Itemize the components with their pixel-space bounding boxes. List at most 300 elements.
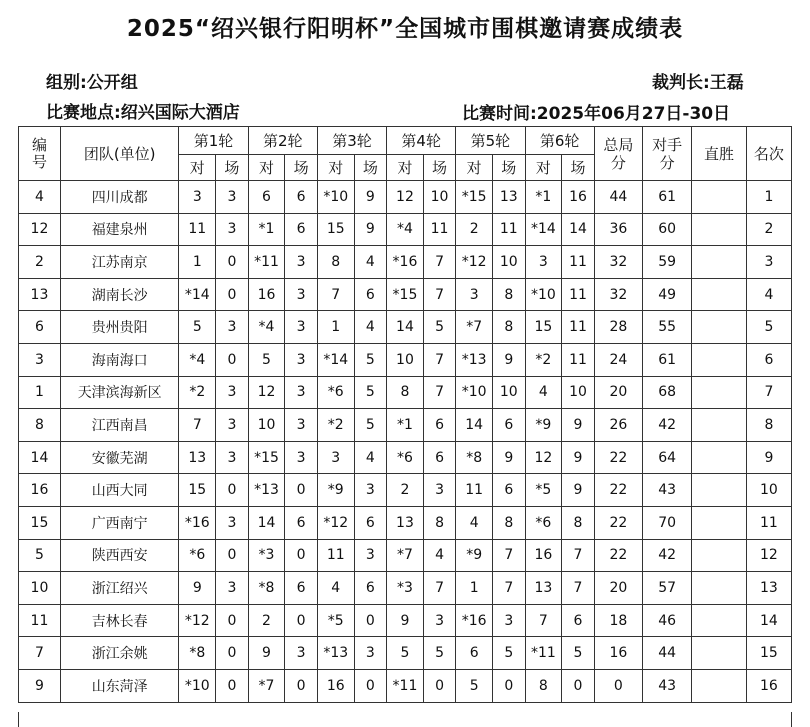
cell-round-3-points: 9: [354, 213, 387, 246]
cell-round-1-opponent: *12: [179, 604, 216, 637]
cell-opponent-score: 61: [642, 343, 691, 376]
cell-round-3-points: 3: [354, 539, 387, 572]
cell-number: 5: [19, 539, 61, 572]
cell-total-score: 28: [594, 311, 642, 344]
cell-round-2-points: 0: [285, 474, 318, 507]
cell-round-3-points: 6: [354, 572, 387, 605]
cell-opponent-score: 42: [642, 409, 691, 442]
cell-round-5-opponent: 5: [456, 669, 493, 702]
header-round-1-opponent: 对: [179, 155, 216, 181]
cell-round-1-opponent: *2: [179, 376, 216, 409]
cell-round-5-points: 7: [493, 539, 526, 572]
cell-round-5-opponent: *8: [456, 441, 493, 474]
cell-round-4-points: 7: [423, 572, 456, 605]
cell-number: 7: [19, 637, 61, 670]
cell-round-3-opponent: 1: [317, 311, 354, 344]
cell-round-2-opponent: *11: [248, 246, 285, 279]
header-round-3-points: 场: [354, 155, 387, 181]
cell-number: 16: [19, 474, 61, 507]
table-row: [19, 669, 792, 702]
cell-number: 14: [19, 441, 61, 474]
header-round-5-points: 场: [493, 155, 526, 181]
table-row: [19, 604, 792, 637]
table-row: [19, 637, 792, 670]
cell-number: 10: [19, 572, 61, 605]
cell-round-2-points: 0: [285, 539, 318, 572]
cell-round-5-opponent: 4: [456, 506, 493, 539]
cell-round-6-opponent: *1: [525, 181, 562, 214]
cell-total-score: 0: [594, 669, 642, 702]
cell-number: 15: [19, 506, 61, 539]
cell-opponent-score: 46: [642, 604, 691, 637]
cell-round-1-points: 0: [216, 669, 249, 702]
cell-round-4-points: 7: [423, 246, 456, 279]
cell-round-2-opponent: *1: [248, 213, 285, 246]
table-row: [19, 572, 792, 605]
cell-round-6-points: 8: [562, 506, 595, 539]
cell-round-4-points: 5: [423, 637, 456, 670]
cell-team: 安徽芜湖: [60, 441, 179, 474]
table-row: [19, 278, 792, 311]
table-row: [19, 246, 792, 279]
cell-round-3-opponent: 4: [317, 572, 354, 605]
cell-direct-win: [692, 246, 747, 279]
table-row: [19, 311, 792, 344]
cell-direct-win: [692, 539, 747, 572]
cell-round-4-points: 8: [423, 506, 456, 539]
cell-round-1-points: 0: [216, 637, 249, 670]
cell-round-1-points: 3: [216, 572, 249, 605]
cell-round-5-points: 5: [493, 637, 526, 670]
cell-number: 13: [19, 278, 61, 311]
header-round-4-points: 场: [423, 155, 456, 181]
table-footer-border: [18, 712, 792, 727]
table-row: [19, 181, 792, 214]
cell-round-1-opponent: 15: [179, 474, 216, 507]
header-round-2-points: 场: [285, 155, 318, 181]
header-round-4: 第4轮: [387, 127, 456, 155]
cell-round-6-opponent: *11: [525, 637, 562, 670]
header-round-1-points: 场: [216, 155, 249, 181]
cell-round-6-points: 5: [562, 637, 595, 670]
cell-round-6-opponent: *10: [525, 278, 562, 311]
cell-opponent-score: 43: [642, 474, 691, 507]
cell-round-2-points: 0: [285, 604, 318, 637]
cell-round-4-opponent: 14: [387, 311, 424, 344]
cell-round-6-points: 7: [562, 539, 595, 572]
cell-round-3-opponent: 3: [317, 441, 354, 474]
cell-number: 3: [19, 343, 61, 376]
cell-round-2-points: 3: [285, 246, 318, 279]
header-team: 团队(单位): [60, 127, 179, 181]
cell-round-3-opponent: 7: [317, 278, 354, 311]
cell-rank: 11: [746, 506, 791, 539]
cell-round-4-points: 3: [423, 604, 456, 637]
cell-round-5-opponent: 2: [456, 213, 493, 246]
cell-round-4-points: 6: [423, 441, 456, 474]
cell-total-score: 32: [594, 278, 642, 311]
cell-round-4-points: 11: [423, 213, 456, 246]
table-row: [19, 409, 792, 442]
cell-direct-win: [692, 669, 747, 702]
cell-opponent-score: 70: [642, 506, 691, 539]
cell-team: 山东菏泽: [60, 669, 179, 702]
cell-round-6-points: 11: [562, 246, 595, 279]
cell-round-5-opponent: *16: [456, 604, 493, 637]
cell-round-1-points: 0: [216, 474, 249, 507]
cell-round-5-opponent: *10: [456, 376, 493, 409]
cell-team: 四川成都: [60, 181, 179, 214]
cell-round-6-opponent: 15: [525, 311, 562, 344]
cell-rank: 14: [746, 604, 791, 637]
cell-rank: 16: [746, 669, 791, 702]
cell-round-6-points: 9: [562, 409, 595, 442]
cell-number: 6: [19, 311, 61, 344]
cell-round-3-opponent: *9: [317, 474, 354, 507]
cell-direct-win: [692, 409, 747, 442]
cell-round-1-opponent: 13: [179, 441, 216, 474]
cell-round-2-opponent: *13: [248, 474, 285, 507]
cell-round-3-points: 5: [354, 343, 387, 376]
cell-round-4-opponent: *6: [387, 441, 424, 474]
cell-round-2-points: 3: [285, 637, 318, 670]
header-round-5: 第5轮: [456, 127, 525, 155]
cell-round-2-opponent: *15: [248, 441, 285, 474]
cell-number: 1: [19, 376, 61, 409]
cell-round-3-opponent: *10: [317, 181, 354, 214]
cell-round-4-opponent: *1: [387, 409, 424, 442]
cell-round-6-opponent: 7: [525, 604, 562, 637]
table-row: [19, 441, 792, 474]
cell-round-4-points: 5: [423, 311, 456, 344]
cell-round-2-points: 3: [285, 409, 318, 442]
header-round-3-opponent: 对: [317, 155, 354, 181]
cell-rank: 8: [746, 409, 791, 442]
cell-round-4-opponent: 13: [387, 506, 424, 539]
cell-round-5-points: 6: [493, 474, 526, 507]
cell-round-4-opponent: 9: [387, 604, 424, 637]
cell-round-3-opponent: 11: [317, 539, 354, 572]
cell-opponent-score: 57: [642, 572, 691, 605]
cell-direct-win: [692, 311, 747, 344]
cell-team: 浙江绍兴: [60, 572, 179, 605]
cell-round-3-opponent: *12: [317, 506, 354, 539]
cell-round-4-opponent: *11: [387, 669, 424, 702]
cell-round-6-points: 11: [562, 311, 595, 344]
cell-round-3-opponent: *13: [317, 637, 354, 670]
cell-round-4-opponent: *3: [387, 572, 424, 605]
cell-round-6-opponent: *5: [525, 474, 562, 507]
results-table: [18, 126, 792, 703]
cell-total-score: 26: [594, 409, 642, 442]
cell-round-1-opponent: 7: [179, 409, 216, 442]
cell-round-2-opponent: 16: [248, 278, 285, 311]
cell-round-1-opponent: *10: [179, 669, 216, 702]
header-total-score: 总局 分: [594, 127, 642, 181]
cell-round-5-points: 10: [493, 376, 526, 409]
venue-label: 比赛地点:绍兴国际大酒店: [46, 103, 240, 123]
cell-direct-win: [692, 506, 747, 539]
cell-round-2-opponent: 9: [248, 637, 285, 670]
cell-team: 海南海口: [60, 343, 179, 376]
cell-round-2-points: 6: [285, 506, 318, 539]
table-row: [19, 506, 792, 539]
cell-team: 浙江余姚: [60, 637, 179, 670]
cell-team: 吉林长春: [60, 604, 179, 637]
cell-rank: 4: [746, 278, 791, 311]
cell-round-5-opponent: *7: [456, 311, 493, 344]
cell-round-2-opponent: *4: [248, 311, 285, 344]
cell-rank: 12: [746, 539, 791, 572]
cell-team: 山西大同: [60, 474, 179, 507]
cell-round-4-points: 7: [423, 278, 456, 311]
cell-team: 陕西西安: [60, 539, 179, 572]
cell-round-3-points: 3: [354, 474, 387, 507]
cell-round-1-points: 3: [216, 506, 249, 539]
page-title: 2025“绍兴银行阳明杯”全国城市围棋邀请赛成绩表: [126, 16, 684, 42]
cell-round-5-points: 9: [493, 343, 526, 376]
cell-round-6-points: 9: [562, 441, 595, 474]
cell-direct-win: [692, 474, 747, 507]
cell-round-1-opponent: 5: [179, 311, 216, 344]
cell-round-2-opponent: 6: [248, 181, 285, 214]
cell-round-1-opponent: *6: [179, 539, 216, 572]
cell-round-5-opponent: 6: [456, 637, 493, 670]
cell-round-3-points: 3: [354, 637, 387, 670]
cell-round-6-opponent: *2: [525, 343, 562, 376]
cell-round-6-opponent: 12: [525, 441, 562, 474]
cell-team: 广西南宁: [60, 506, 179, 539]
cell-total-score: 44: [594, 181, 642, 214]
cell-round-6-points: 11: [562, 343, 595, 376]
cell-round-3-points: 5: [354, 376, 387, 409]
cell-round-5-opponent: *15: [456, 181, 493, 214]
cell-round-6-points: 7: [562, 572, 595, 605]
cell-round-2-opponent: 14: [248, 506, 285, 539]
cell-round-5-opponent: 14: [456, 409, 493, 442]
cell-round-6-points: 6: [562, 604, 595, 637]
cell-round-5-opponent: 1: [456, 572, 493, 605]
cell-round-6-points: 0: [562, 669, 595, 702]
cell-round-4-opponent: 10: [387, 343, 424, 376]
cell-opponent-score: 59: [642, 246, 691, 279]
referee-label: 裁判长:王磊: [652, 73, 744, 93]
cell-round-4-opponent: 8: [387, 376, 424, 409]
cell-total-score: 24: [594, 343, 642, 376]
cell-round-6-opponent: 4: [525, 376, 562, 409]
cell-direct-win: [692, 376, 747, 409]
header-opponent-score: 对手 分: [642, 127, 691, 181]
cell-round-2-points: 3: [285, 343, 318, 376]
table-row: [19, 474, 792, 507]
cell-round-6-opponent: *14: [525, 213, 562, 246]
cell-round-4-opponent: 5: [387, 637, 424, 670]
cell-total-score: 32: [594, 246, 642, 279]
cell-number: 2: [19, 246, 61, 279]
cell-round-4-opponent: *7: [387, 539, 424, 572]
header-round-6: 第6轮: [525, 127, 594, 155]
cell-round-2-points: 3: [285, 278, 318, 311]
cell-round-2-points: 6: [285, 181, 318, 214]
cell-round-1-points: 0: [216, 343, 249, 376]
cell-round-5-opponent: *12: [456, 246, 493, 279]
cell-round-3-opponent: 8: [317, 246, 354, 279]
cell-round-5-points: 9: [493, 441, 526, 474]
cell-round-3-opponent: *2: [317, 409, 354, 442]
cell-round-3-opponent: 16: [317, 669, 354, 702]
cell-round-5-points: 7: [493, 572, 526, 605]
table-row: [19, 213, 792, 246]
cell-round-6-opponent: *9: [525, 409, 562, 442]
cell-round-6-points: 10: [562, 376, 595, 409]
cell-round-2-opponent: 2: [248, 604, 285, 637]
cell-direct-win: [692, 213, 747, 246]
cell-direct-win: [692, 572, 747, 605]
cell-number: 9: [19, 669, 61, 702]
cell-round-1-opponent: 1: [179, 246, 216, 279]
cell-round-1-points: 0: [216, 278, 249, 311]
cell-round-5-opponent: 11: [456, 474, 493, 507]
cell-round-2-opponent: *8: [248, 572, 285, 605]
cell-round-2-points: 6: [285, 213, 318, 246]
cell-rank: 13: [746, 572, 791, 605]
cell-round-5-opponent: *13: [456, 343, 493, 376]
cell-round-1-points: 3: [216, 376, 249, 409]
cell-round-1-points: 0: [216, 604, 249, 637]
cell-round-2-points: 3: [285, 376, 318, 409]
cell-round-4-opponent: 12: [387, 181, 424, 214]
cell-round-2-points: 6: [285, 572, 318, 605]
cell-round-4-points: 10: [423, 181, 456, 214]
cell-round-4-opponent: *15: [387, 278, 424, 311]
header-round-5-opponent: 对: [456, 155, 493, 181]
cell-round-5-points: 0: [493, 669, 526, 702]
cell-total-score: 36: [594, 213, 642, 246]
header-rank: 名次: [746, 127, 791, 181]
header-round-2: 第2轮: [248, 127, 317, 155]
cell-round-6-points: 14: [562, 213, 595, 246]
cell-round-1-points: 0: [216, 246, 249, 279]
cell-direct-win: [692, 278, 747, 311]
cell-rank: 3: [746, 246, 791, 279]
cell-round-3-points: 6: [354, 506, 387, 539]
cell-round-1-points: 3: [216, 213, 249, 246]
header-round-4-opponent: 对: [387, 155, 424, 181]
cell-round-4-opponent: *16: [387, 246, 424, 279]
cell-total-score: 22: [594, 506, 642, 539]
cell-rank: 10: [746, 474, 791, 507]
cell-round-2-points: 0: [285, 669, 318, 702]
cell-opponent-score: 64: [642, 441, 691, 474]
cell-team: 天津滨海新区: [60, 376, 179, 409]
cell-round-1-points: 0: [216, 539, 249, 572]
cell-round-4-points: 3: [423, 474, 456, 507]
cell-opponent-score: 60: [642, 213, 691, 246]
cell-rank: 9: [746, 441, 791, 474]
cell-round-5-points: 13: [493, 181, 526, 214]
cell-round-5-points: 6: [493, 409, 526, 442]
cell-round-2-opponent: 10: [248, 409, 285, 442]
cell-round-3-opponent: *5: [317, 604, 354, 637]
table-row: [19, 376, 792, 409]
cell-team: 湖南长沙: [60, 278, 179, 311]
cell-rank: 2: [746, 213, 791, 246]
cell-round-3-points: 0: [354, 669, 387, 702]
cell-total-score: 22: [594, 539, 642, 572]
cell-rank: 6: [746, 343, 791, 376]
header-round-6-points: 场: [562, 155, 595, 181]
cell-round-5-points: 11: [493, 213, 526, 246]
cell-direct-win: [692, 441, 747, 474]
cell-round-1-points: 3: [216, 441, 249, 474]
cell-round-5-points: 8: [493, 278, 526, 311]
header-round-3: 第3轮: [317, 127, 386, 155]
cell-round-3-points: 0: [354, 604, 387, 637]
cell-round-3-points: 4: [354, 441, 387, 474]
cell-opponent-score: 49: [642, 278, 691, 311]
cell-round-5-points: 8: [493, 311, 526, 344]
time-label: 比赛时间:2025年06月27日-30日: [462, 104, 731, 124]
cell-opponent-score: 43: [642, 669, 691, 702]
cell-round-3-opponent: 15: [317, 213, 354, 246]
cell-round-4-points: 7: [423, 343, 456, 376]
cell-total-score: 20: [594, 572, 642, 605]
cell-team: 贵州贵阳: [60, 311, 179, 344]
cell-round-2-points: 3: [285, 441, 318, 474]
cell-round-3-points: 9: [354, 181, 387, 214]
header-round-1: 第1轮: [179, 127, 248, 155]
cell-rank: 5: [746, 311, 791, 344]
cell-round-2-opponent: *3: [248, 539, 285, 572]
cell-round-2-opponent: 12: [248, 376, 285, 409]
header-round-6-opponent: 对: [525, 155, 562, 181]
cell-round-5-points: 8: [493, 506, 526, 539]
cell-direct-win: [692, 604, 747, 637]
cell-total-score: 16: [594, 637, 642, 670]
cell-round-6-opponent: *6: [525, 506, 562, 539]
cell-round-3-opponent: *6: [317, 376, 354, 409]
cell-round-6-points: 11: [562, 278, 595, 311]
cell-round-5-points: 10: [493, 246, 526, 279]
cell-round-2-opponent: *7: [248, 669, 285, 702]
cell-round-1-opponent: 9: [179, 572, 216, 605]
cell-round-5-opponent: 3: [456, 278, 493, 311]
cell-round-1-points: 3: [216, 181, 249, 214]
cell-round-6-opponent: 13: [525, 572, 562, 605]
cell-rank: 7: [746, 376, 791, 409]
cell-direct-win: [692, 343, 747, 376]
cell-round-1-points: 3: [216, 311, 249, 344]
cell-round-4-opponent: 2: [387, 474, 424, 507]
cell-round-2-opponent: 5: [248, 343, 285, 376]
cell-rank: 1: [746, 181, 791, 214]
cell-opponent-score: 55: [642, 311, 691, 344]
cell-round-3-points: 5: [354, 409, 387, 442]
cell-number: 11: [19, 604, 61, 637]
cell-round-4-points: 4: [423, 539, 456, 572]
table-row: [19, 343, 792, 376]
group-label: 组别:公开组: [46, 73, 138, 93]
cell-team: 江苏南京: [60, 246, 179, 279]
cell-total-score: 22: [594, 474, 642, 507]
cell-opponent-score: 44: [642, 637, 691, 670]
cell-round-6-opponent: 3: [525, 246, 562, 279]
cell-direct-win: [692, 637, 747, 670]
cell-number: 12: [19, 213, 61, 246]
cell-total-score: 20: [594, 376, 642, 409]
cell-opponent-score: 61: [642, 181, 691, 214]
table-row: [19, 539, 792, 572]
